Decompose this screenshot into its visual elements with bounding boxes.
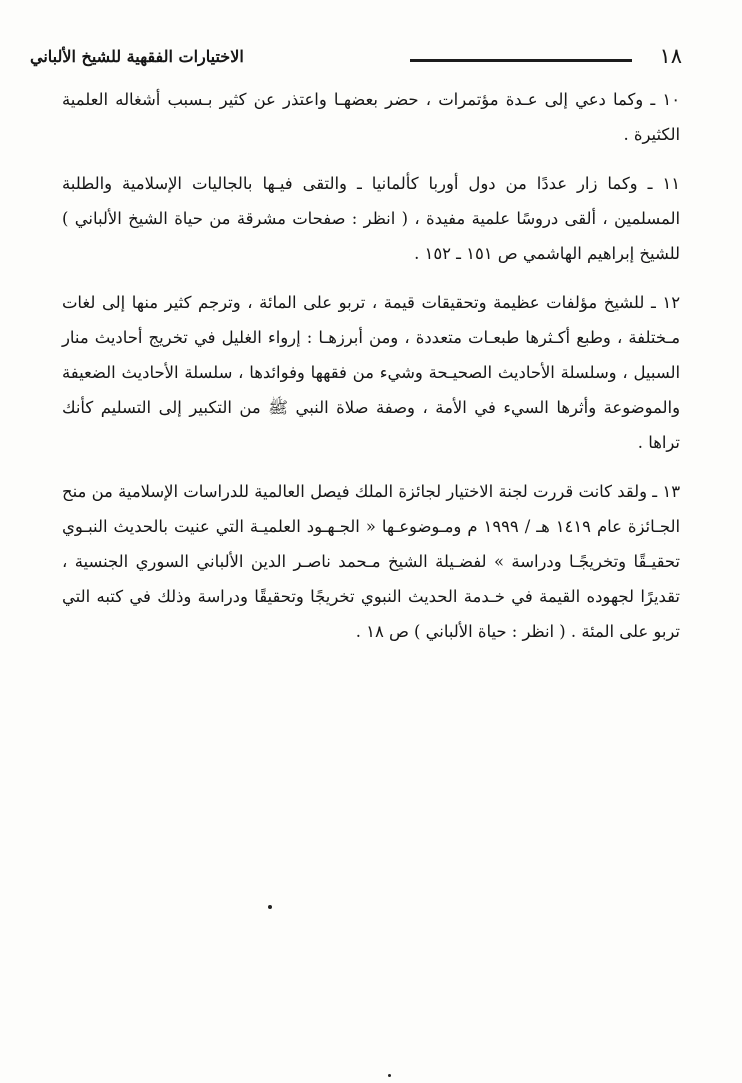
scan-speck <box>388 1074 391 1077</box>
scan-speck <box>268 905 272 909</box>
paragraph-text: ـ وكما زار عددًا من دول أوربا كألمانيا ـ والتقى فيـها بالجاليات الإسلامية والطلبة المسلمين ، ألقى دروسًا علمية مفيدة ، ( انظر : صفحات مشرقة من حياة الشيخ الألباني ) للشيخ إبراهيم الهاشمي ص ١٥١ ـ ١٥٢ . <box>62 174 680 263</box>
paragraph-13 <box>62 474 680 649</box>
page-header <box>30 42 682 72</box>
page-body <box>62 82 680 663</box>
paragraph-text: ـ للشيخ مؤلفات عظيمة وتحقيقات قيمة ، تربو على المائة ، وترجم كثير منها إلى لغات مـختلفة ، وطبع أكـثرها طبعـات متعددة ، ومن أبرزهـا : إرواء الغليل في تخريج أحاديث منار السبيل ، وسلسلة الأحاديث الصحيـحة وشيء من فقهها وفوائدها ، سلسلة الأحاديث الضعيفة والموضوعة وأثرها السيء في الأمة ، وصفة صلاة النبي ﷺ من التكبير إلى التسليم كأنك تراها . <box>62 293 680 452</box>
running-title: الاختيارات الفقهية للشيخ الألباني <box>30 47 244 66</box>
paragraph-10 <box>62 82 680 152</box>
paragraph-text: ـ وكما دعي إلى عـدة مؤتمرات ، حضر بعضهـا واعتذر عن كثير بـسبب أشغاله العلمية الكثيرة . <box>62 90 680 144</box>
paragraph-number: ١١ <box>662 174 680 193</box>
paragraph-12 <box>62 285 680 460</box>
paragraph-text: ـ ولقد كانت قررت لجنة الاختيار لجائزة الملك فيصل العالمية للدراسات الإسلامية من منح الجـائزة عام ١٤١٩ هـ / ١٩٩٩ م ومـوضوعـها « الجـهـود العلميـة التي عنيت بالحديث النبـوي تحقيـقًا وتخريجًـا ودراسة » لفضـيلة الشيخ مـحمد ناصـر الدين الألباني السوري الجنسية ، تقديرًا لجهوده القيمة في خـدمة الحديث النبوي تخريجًا وتحقيقًا ودراسة وذلك في كتبه التي تربو على المئة . ( انظر : حياة الألباني ) ص ١٨ . <box>62 482 681 641</box>
paragraph-11 <box>62 166 680 271</box>
header-rule <box>410 59 632 62</box>
paragraph-number: ١٠ <box>662 90 680 109</box>
paragraph-number: ١٢ <box>662 293 681 312</box>
page-number: ١٨ <box>659 44 682 68</box>
paragraph-number: ١٣ <box>662 482 681 501</box>
